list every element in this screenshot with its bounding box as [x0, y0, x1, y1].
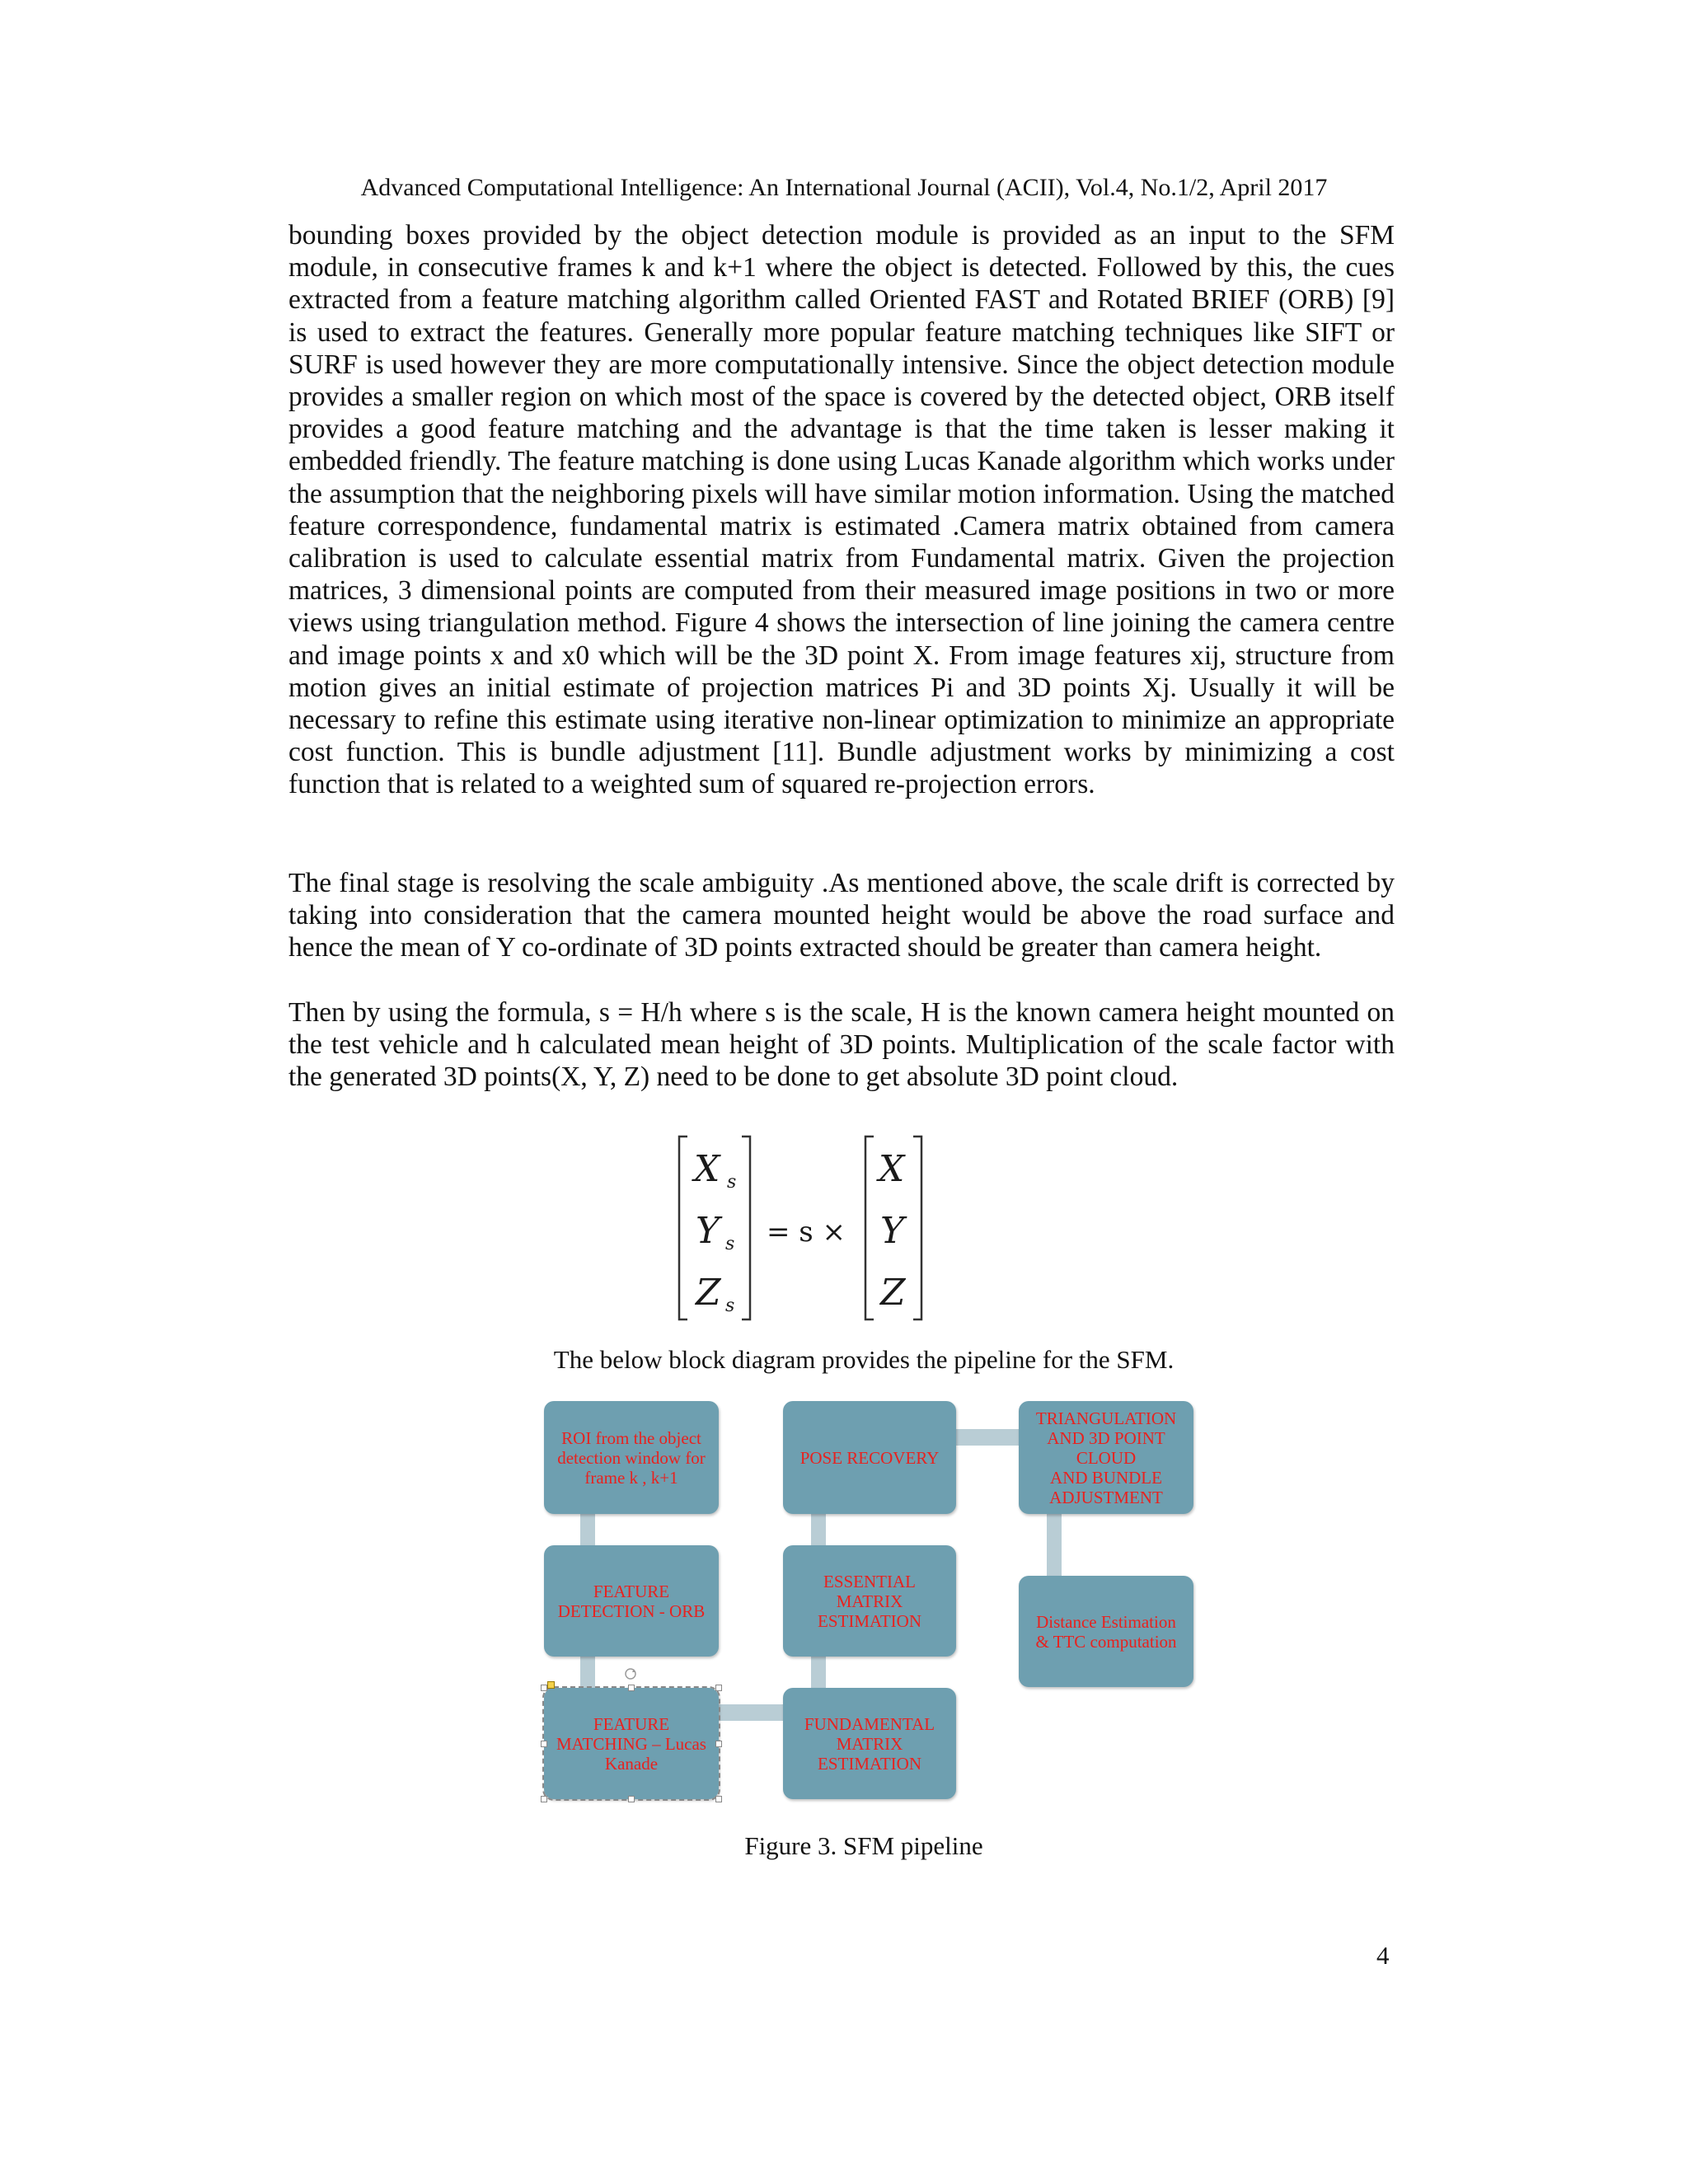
eq-lhs-x-sub: s — [727, 1172, 737, 1193]
body-paragraph-3: Then by using the formula, s = H/h where s is the scale, H is the known camera height mounted on the test vehicle and h calculated mean height of 3D points. Multiplication of the scale factor with the generated 3D points(X, Y, Z) need to be done to get absolute 3D point cloud. — [288, 997, 1395, 1093]
eq-rhs-z: Z — [880, 1272, 906, 1314]
resize-handle-top-left[interactable] — [541, 1685, 547, 1691]
journal-header: Advanced Computational Intelligence: An International Journal (ACII), Vol.4, No.1/2, April 2017 — [360, 174, 1328, 201]
connector-triangulation-distance — [1047, 1514, 1062, 1577]
triangulation-box: TRIANGULATION AND 3D POINT CLOUD AND BUNDLE ADJUSTMENT — [1019, 1401, 1193, 1514]
essential-matrix-box: ESSENTIAL MATRIX ESTIMATION — [783, 1545, 956, 1657]
sfm-pipeline-diagram — [544, 1401, 1195, 1813]
adjust-handle-icon[interactable] — [547, 1681, 555, 1689]
roi-box: ROI from the object detection window for frame k , k+1 — [544, 1401, 719, 1514]
eq-rhs-x: X — [879, 1148, 905, 1190]
connector-matching-fundamental — [717, 1704, 783, 1721]
resize-handle-bottom-right[interactable] — [715, 1796, 722, 1802]
pose-recovery-box: POSE RECOVERY — [783, 1401, 956, 1514]
rotate-handle-icon[interactable] — [623, 1666, 638, 1681]
eq-lhs-z-sub: s — [725, 1296, 735, 1316]
fundamental-matrix-box: FUNDAMENTAL MATRIX ESTIMATION — [783, 1688, 956, 1799]
resize-handle-left[interactable] — [541, 1741, 547, 1747]
eq-lhs-z: Z — [696, 1272, 721, 1314]
eq-lhs-x: X — [694, 1148, 720, 1190]
resize-handle-top-right[interactable] — [715, 1685, 722, 1691]
resize-handle-top[interactable] — [628, 1685, 635, 1691]
connector-detection-matching — [580, 1657, 595, 1690]
page-number: 4 — [1376, 1941, 1390, 1970]
body-paragraph-2: The final stage is resolving the scale ambiguity .As mentioned above, the scale drift is corrected by taking into consideration that the camera mounted height would be above the road surface and hence the mean of Y co-ordinate of 3D points extracted should be greater than camera height. — [288, 868, 1395, 963]
body-paragraph-1: bounding boxes provided by the object detection module is provided as an input to the SFM module, in consecutive frames k and k+1 where the object is detected. Followed by this, the cues extracted from a feature matching algorithm called Oriented FAST and Rotated BRIEF (ORB) [9] is used to extract the features. Generally more popular feature matching techniques like SIFT or SURF is used however they are more computationally intensive. Since the object detection module provides a smaller region on which most of the space is covered by the detected object, ORB itself provides a good feature matching and the advantage is that the time taken is lesser making it embedded friendly. The feature matching is done using Lucas Kanade algorithm which works under the assumption that the neighboring pixels will have similar motion information. Using the matched feature correspondence, fundamental matrix is estimated .Camera matrix obtained from camera calibration is used to calculate essential matrix from Fundamental matrix. Given the projection matrices, 3 dimensional points are computed from their measured image positions in two or more views using triangulation method. Figure 4 shows the intersection of line joining the camera centre and image points x and x0 which will be the 3D point X. From image features xij, structure from motion gives an initial estimate of projection matrices Pi and 3D points Xj. Usually it will be necessary to refine this estimate using iterative non-linear optimization to minimize an appropriate cost function. This is bundle adjustment [11]. Bundle adjustment works by minimizing a cost function that is related to a weighted sum of squared re-projection errors. — [288, 220, 1395, 800]
connector-essential-pose — [811, 1514, 826, 1547]
scale-equation — [676, 1133, 940, 1323]
eq-lhs-y-sub: s — [725, 1234, 735, 1254]
distance-estimation-box: Distance Estimation & TTC computation — [1019, 1576, 1193, 1687]
resize-handle-right[interactable] — [715, 1741, 722, 1747]
resize-handle-bottom[interactable] — [628, 1796, 635, 1802]
feature-detection-box: FEATURE DETECTION - ORB — [544, 1545, 719, 1657]
diagram-intro: The below block diagram provides the pipeline for the SFM. — [553, 1345, 1175, 1374]
resize-handle-bottom-left[interactable] — [541, 1796, 547, 1802]
connector-pose-triangulation — [953, 1429, 1020, 1446]
eq-rhs-y: Y — [880, 1210, 905, 1252]
figure-caption: Figure 3. SFM pipeline — [744, 1831, 983, 1860]
feature-matching-box[interactable]: FEATURE MATCHING – Lucas Kanade — [544, 1688, 719, 1799]
connector-roi-detection — [580, 1514, 595, 1547]
eq-lhs-y: Y — [696, 1210, 720, 1252]
connector-fundamental-essential — [811, 1657, 826, 1691]
eq-operator: = s × — [767, 1216, 846, 1249]
